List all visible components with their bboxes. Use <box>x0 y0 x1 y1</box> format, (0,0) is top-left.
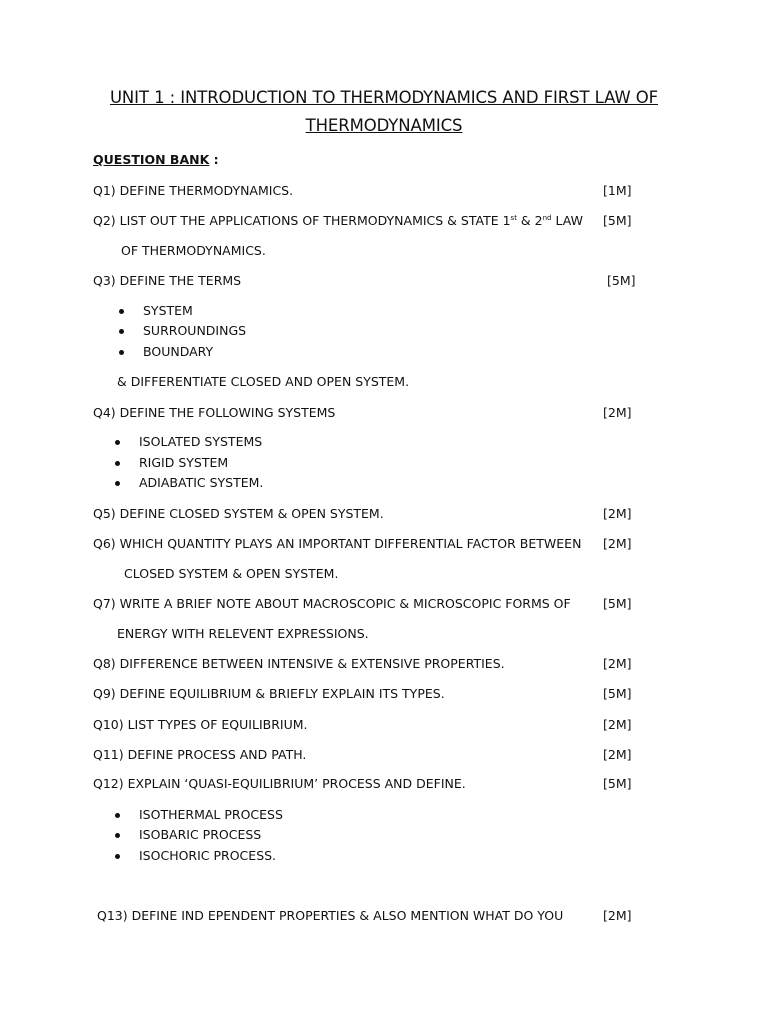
bullet-icon <box>115 813 120 818</box>
question-2-sup-1: st <box>510 213 517 222</box>
question-11-marks: [2M] <box>603 747 632 762</box>
question-2-continued: OF THERMODYNAMICS. <box>121 243 266 258</box>
question-1: Q1) DEFINE THERMODYNAMICS. <box>93 183 294 198</box>
unit-title-line-2: THERMODYNAMICS <box>305 116 463 135</box>
question-2-text-c: LAW <box>551 213 583 228</box>
bullet-icon <box>119 309 124 314</box>
question-6-continued: CLOSED SYSTEM & OPEN SYSTEM. <box>124 566 339 581</box>
question-bank-heading <box>93 152 219 167</box>
question-6: Q6) WHICH QUANTITY PLAYS AN IMPORTANT DIFFERENTIAL FACTOR BETWEEN <box>93 536 582 551</box>
question-bank-label: QUESTION BANK <box>93 152 210 167</box>
question-3-item-surroundings: SURROUNDINGS <box>143 323 247 338</box>
bullet-icon <box>115 481 120 486</box>
question-1-marks: [1M] <box>603 183 632 198</box>
question-7-continued: ENERGY WITH RELEVENT EXPRESSIONS. <box>117 626 369 641</box>
question-2-marks: [5M] <box>603 213 632 228</box>
question-6-marks: [2M] <box>603 536 632 551</box>
question-7: Q7) WRITE A BRIEF NOTE ABOUT MACROSCOPIC & MICROSCOPIC FORMS OF <box>93 596 571 611</box>
question-bank-colon: : <box>209 152 219 167</box>
bullet-icon <box>115 833 120 838</box>
question-12-marks: [5M] <box>603 776 632 791</box>
question-2-sup-2: nd <box>542 213 552 222</box>
question-9-marks: [5M] <box>603 686 632 701</box>
question-13-marks: [2M] <box>603 908 632 923</box>
question-4-item-isolated: ISOLATED SYSTEMS <box>139 434 263 449</box>
question-12-item-isochoric: ISOCHORIC PROCESS. <box>139 848 277 863</box>
question-4: Q4) DEFINE THE FOLLOWING SYSTEMS <box>93 405 336 420</box>
question-12-item-isothermal: ISOTHERMAL PROCESS <box>139 807 283 822</box>
question-4-marks: [2M] <box>603 405 632 420</box>
question-3-followup: & DIFFERENTIATE CLOSED AND OPEN SYSTEM. <box>117 374 410 389</box>
bullet-icon <box>115 440 120 445</box>
bullet-icon <box>115 854 120 859</box>
question-2-text-b: & 2 <box>516 213 543 228</box>
question-2 <box>93 213 583 228</box>
question-5-marks: [2M] <box>603 506 632 521</box>
question-4-item-adiabatic: ADIABATIC SYSTEM. <box>139 475 264 490</box>
bullet-icon <box>119 350 124 355</box>
question-9: Q9) DEFINE EQUILIBRIUM & BRIEFLY EXPLAIN ITS TYPES. <box>93 686 445 701</box>
question-7-marks: [5M] <box>603 596 632 611</box>
question-11: Q11) DEFINE PROCESS AND PATH. <box>93 747 307 762</box>
bullet-icon <box>115 461 120 466</box>
question-10-marks: [2M] <box>603 717 632 732</box>
question-5: Q5) DEFINE CLOSED SYSTEM & OPEN SYSTEM. <box>93 506 384 521</box>
question-3-marks: [5M] <box>607 273 636 288</box>
question-8-marks: [2M] <box>603 656 632 671</box>
question-12: Q12) EXPLAIN ‘QUASI-EQUILIBRIUM’ PROCESS AND DEFINE. <box>93 776 466 791</box>
question-3-item-system: SYSTEM <box>143 303 193 318</box>
question-8: Q8) DIFFERENCE BETWEEN INTENSIVE & EXTENSIVE PROPERTIES. <box>93 656 505 671</box>
question-12-item-isobaric: ISOBARIC PROCESS <box>139 827 262 842</box>
question-3: Q3) DEFINE THE TERMS <box>93 273 242 288</box>
question-3-item-boundary: BOUNDARY <box>143 344 214 359</box>
question-4-item-rigid: RIGID SYSTEM <box>139 455 229 470</box>
bullet-icon <box>119 329 124 334</box>
question-13: Q13) DEFINE IND EPENDENT PROPERTIES & ALSO MENTION WHAT DO YOU <box>97 908 564 923</box>
question-2-text-a: Q2) LIST OUT THE APPLICATIONS OF THERMODYNAMICS & STATE 1 <box>93 213 511 228</box>
unit-title-line-1: UNIT 1 : INTRODUCTION TO THERMODYNAMICS AND FIRST LAW OF <box>109 88 659 107</box>
question-10: Q10) LIST TYPES OF EQUILIBRIUM. <box>93 717 308 732</box>
